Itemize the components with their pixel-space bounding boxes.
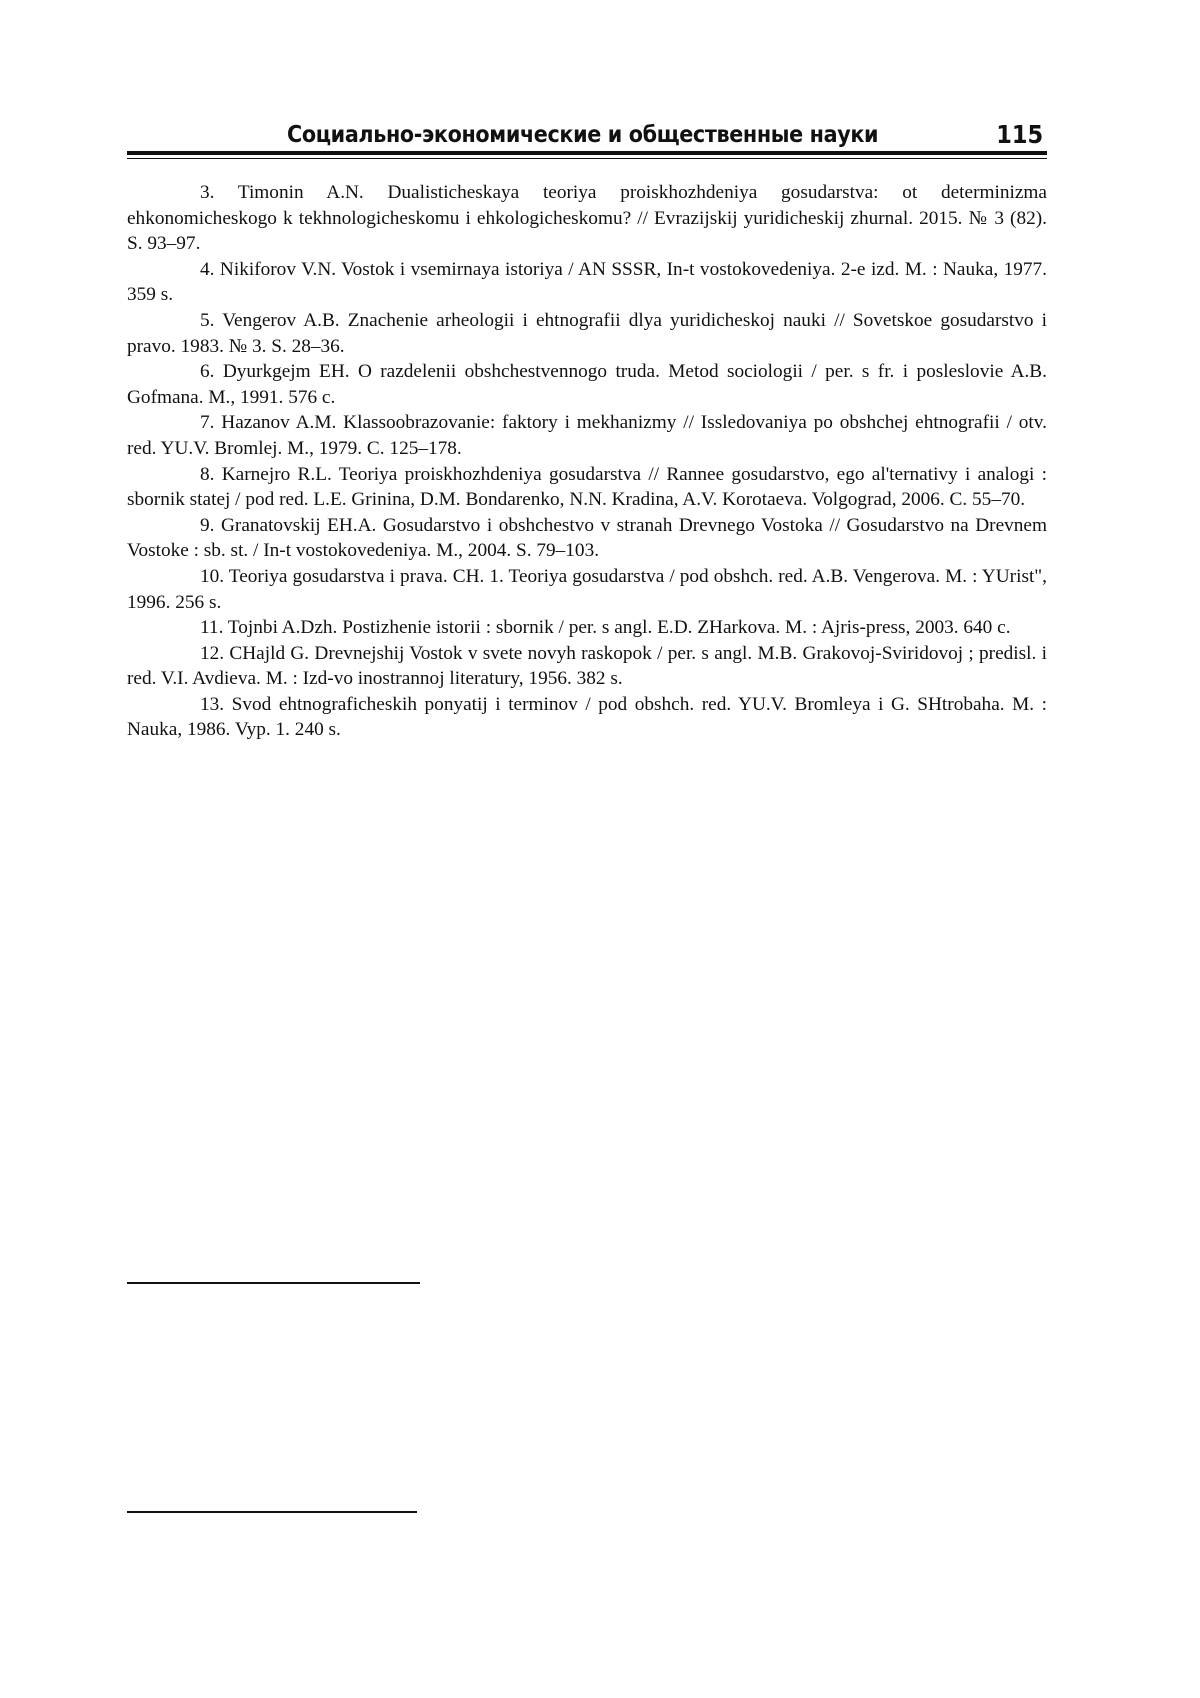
reference-list xyxy=(127,180,1047,743)
reference-item-10: 10. Teoriya gosudarstva i prava. CH. 1. Teoriya gosudarstva / pod obshch. red. A.B. Vengerova. M. : YUrist", 1996. 256 s. xyxy=(127,565,1047,613)
reference-item-7: 7. Hazanov A.M. Klassoobrazovanie: faktory i mekhanizmy // Issledovaniya po obshchej ehtnografii / otv. red. YU.V. Bromlej. M., 1979. C. 125–178. xyxy=(127,412,1047,459)
reference-item-4: 4. Nikiforov V.N. Vostok i vsemirnaya istoriya / AN SSSR, In-t vostokovedeniya. 2-e izd. M. : Nauka, 1977. 359 s. xyxy=(127,258,1047,306)
footnote-separator xyxy=(127,1511,417,1513)
running-title: Социально-экономические и общественные науки xyxy=(287,122,879,148)
running-header xyxy=(127,118,1047,154)
header-rule-thin xyxy=(127,158,1047,159)
reference-item-13: 13. Svod ehtnograficheskih ponyatij i terminov / pod obshch. red. YU.V. Bromleya i G. SHtrobaha. M. : Nauka, 1986. Vyp. 1. 240 s. xyxy=(127,693,1047,741)
footnote-separator xyxy=(127,1282,420,1284)
reference-item-3: 3. Timonin A.N. Dualisticheskaya teoriya proiskhozhdeniya gosudarstva: ot determinizma ehkonomicheskogo k tekhnologicheskomu i ehkologicheskomu? // Evrazijskij yuridicheskij zhurnal. 2015. № 3 (82). S. 93–97. xyxy=(127,182,1047,255)
reference-item-5: 5. Vengerov A.B. Znachenie arheologii i ehtnografii dlya yuridicheskoj nauki // Sovetskoe gosudarstvo i pravo. 1983. № 3. S. 28–36. xyxy=(127,309,1047,357)
reference-item-12: 12. CHajld G. Drevnejshij Vostok v svete novyh raskopok / per. s angl. M.B. Grakovoj-Sviridovoj ; predisl. i red. V.I. Avdieva. M. : Izd-vo inostrannoj literatury, 1956. 382 s. xyxy=(127,642,1047,690)
reference-item-11: 11. Tojnbi A.Dzh. Postizhenie istorii : sbornik / per. s angl. E.D. ZHarkova. M. : Ajris-press, 2003. 640 c. xyxy=(200,617,1011,639)
reference-item-6: 6. Dyurkgejm EH. O razdelenii obshchestvennogo truda. Metod sociologii / per. s fr. i posleslovie A.B. Gofmana. M., 1991. 576 c. xyxy=(127,361,1047,408)
reference-item-9: 9. Granatovskij EH.A. Gosudarstvo i obshchestvo v stranah Drevnego Vostoka // Gosudarstvo na Drevnem Vostoke : sb. st. / In-t vostokovedeniya. M., 2004. S. 79–103. xyxy=(127,514,1047,562)
header-rule-thick xyxy=(127,151,1047,155)
page-number: 115 xyxy=(996,120,1043,149)
reference-item-8: 8. Karnejro R.L. Teoriya proiskhozhdeniya gosudarstva // Rannee gosudarstvo, ego al'ternativy i analogi : sbornik statej / pod red. L.E. Grinina, D.M. Bondarenko, N.N. Kradina, A.V. Korotaeva. Volgograd, 2006. C. 55–70. xyxy=(127,463,1047,511)
